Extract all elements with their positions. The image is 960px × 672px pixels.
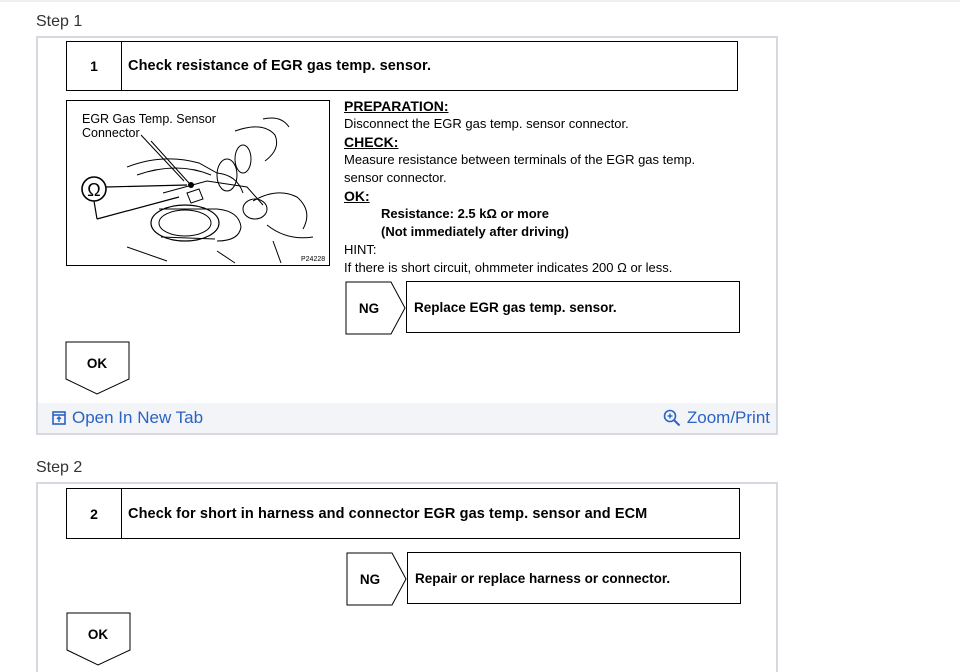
diagram-caption-line2: Connector xyxy=(82,126,140,140)
step-2-number: 2 xyxy=(67,489,122,538)
ok-spec-line1: Resistance: 2.5 kΩ or more xyxy=(381,206,549,221)
step-2-ng-tab xyxy=(346,552,408,606)
step-2-panel xyxy=(36,482,778,672)
step-1-instructions xyxy=(344,97,754,277)
open-in-new-tab-label: Open In New Tab xyxy=(72,408,204,427)
hint-text: If there is short circuit, ohmmeter indicates 200 Ω or less. xyxy=(344,260,673,275)
diagram-caption-line1: EGR Gas Temp. Sensor xyxy=(82,112,216,126)
open-new-tab-icon xyxy=(52,411,66,425)
step-1-ng-result: Replace EGR gas temp. sensor. xyxy=(406,281,740,333)
open-in-new-tab-link[interactable] xyxy=(52,408,203,428)
check-text-line2: sensor connector. xyxy=(344,170,447,185)
ohmmeter-icon xyxy=(82,177,106,201)
step-1-number: 1 xyxy=(67,42,122,90)
step-2-title: Check for short in harness and connector EGR gas temp. sensor and ECM xyxy=(128,505,648,522)
step-2-ng-result: Repair or replace harness or connector. xyxy=(407,552,741,604)
ok-label: OK: xyxy=(344,188,370,204)
step-2-ok-tab xyxy=(66,612,132,666)
step-2-header xyxy=(66,488,740,539)
step-1-ok-label: OK xyxy=(86,356,108,371)
zoom-print-label: Zoom/Print xyxy=(686,408,770,427)
step-2-ng-label: NG xyxy=(359,572,381,587)
step-1-ok-tab xyxy=(65,341,131,395)
step-1-ng-tab xyxy=(345,281,407,335)
hint-label: HINT: xyxy=(344,242,377,257)
sensor-diagram xyxy=(66,100,330,266)
figure-id: P24228 xyxy=(301,256,326,263)
step-1-footer xyxy=(38,403,776,433)
step-2-ok-label: OK xyxy=(87,627,109,642)
step-1-label: Step 1 xyxy=(36,13,83,30)
step-1-header xyxy=(66,41,738,91)
step-2-label: Step 2 xyxy=(36,459,83,476)
zoom-in-icon xyxy=(663,409,681,427)
preparation-label: PREPARATION: xyxy=(344,98,449,114)
preparation-text: Disconnect the EGR gas temp. sensor connector. xyxy=(344,116,629,131)
svg-text:Ω: Ω xyxy=(87,180,101,200)
step-1-title: Check resistance of EGR gas temp. sensor. xyxy=(128,58,432,74)
top-divider xyxy=(0,0,960,2)
check-label: CHECK: xyxy=(344,134,399,150)
ok-spec-line2: (Not immediately after driving) xyxy=(381,224,569,239)
check-text-line1: Measure resistance between terminals of the EGR gas temp. xyxy=(344,152,696,167)
egr-sensor-illustration xyxy=(67,101,329,265)
step-1-ng-label: NG xyxy=(358,301,380,316)
zoom-print-link[interactable] xyxy=(663,408,770,428)
step-1-panel xyxy=(36,36,778,435)
